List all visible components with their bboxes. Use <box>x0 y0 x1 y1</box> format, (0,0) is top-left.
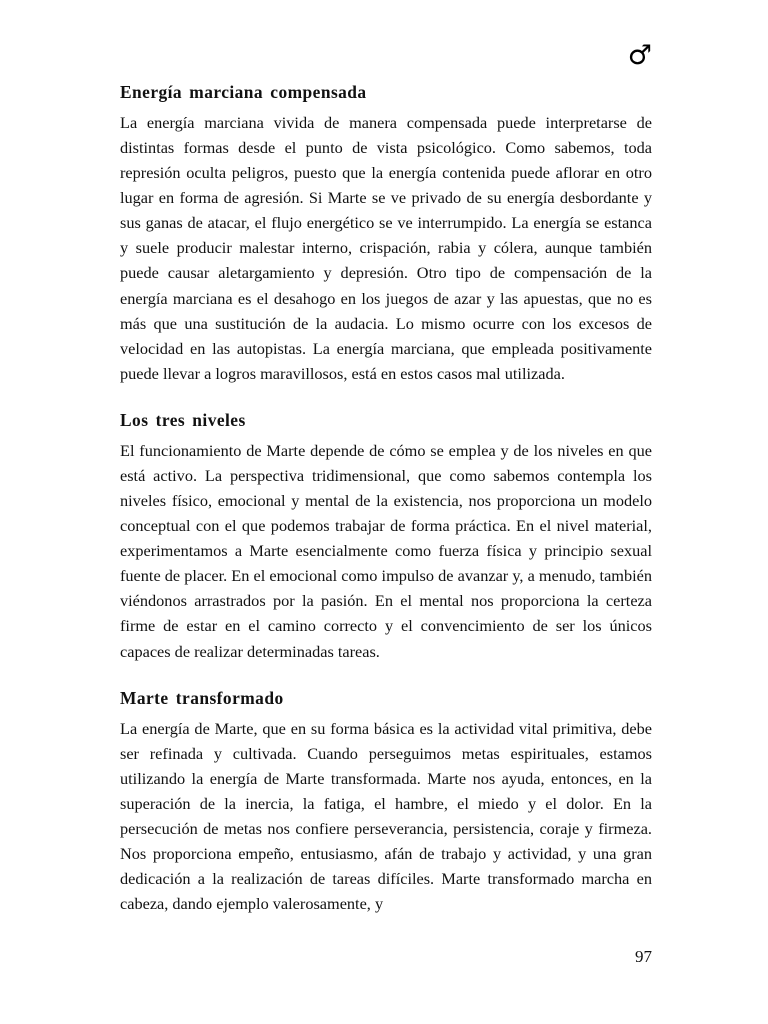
section-heading: Energía marciana compensada <box>120 82 367 102</box>
section-heading: Marte transformado <box>120 687 284 708</box>
section-energia-marciana-compensada <box>120 82 652 386</box>
section-paragraph: La energía de Marte, que en su forma básica es la actividad vital primitiva, debe ser refinada y cultivada. Cuando perseguimos metas espirituales, estamos utilizando la energía de Marte transformada. Marte nos ayuda, entonces, en la superación de la inercia, la fatiga, el hambre, el miedo y el dolor. En la persecución de metas nos confiere perseverancia, persistencia, coraje y firmeza. Nos proporciona empeño, entusiasmo, afán de trabajo y actividad, y una gran dedicación a la realización de tareas difíciles. Marte transformado marcha en cabeza, dando ejemplo valerosamente, y <box>120 718 652 914</box>
section-marte-transformado <box>120 688 652 917</box>
running-header <box>120 36 652 76</box>
section-los-tres-niveles <box>120 410 652 664</box>
section-heading: Los tres niveles <box>120 409 246 430</box>
section-paragraph: La energía marciana vivida de manera compensada puede interpretarse de distintas formas desde el punto de vista psicológico. Como sabemos, toda represión oculta peligros, puesto que la energía contenida puede aflorar en otro lugar en forma de agresión. Si Marte se ve privado de su energía desbordante y sus ganas de atacar, el flujo energético se ve interrumpido. La energía se estanca y suele producir malestar interno, crispación, rabia y cólera, aunque también puede causar aletargamiento y depresión. Otro tipo de compensación de la energía marciana es el desahogo en los juegos de azar y las apuestas, que no es más que una sustitución de la audacia. Lo mismo ocurre con los excesos de velocidad en las autopistas. La energía marciana, que empleada positivamente puede llevar a logros maravillosos, está en estos casos mal utilizada. <box>120 112 652 383</box>
mars-symbol-icon: ♂ <box>627 39 652 71</box>
page-number: 97 <box>635 947 652 966</box>
page-text-block <box>120 82 652 916</box>
section-paragraph: El funcionamiento de Marte depende de cómo se emplea y de los niveles en que está activo. La perspectiva tridimensional, que como sabemos contempla los niveles físico, emocional y mental de la existencia, nos proporciona un modelo conceptual con el que podemos trabajar de forma práctica. En el nivel material, experimentamos a Marte esencialmente como fuerza física y principio sexual fuente de placer. En el emocional como impulso de avanzar y, a menudo, también viéndonos arrastrados por la pasión. En el mental nos proporciona la certeza firme de estar en el camino correcto y el convencimiento de ser los únicos capaces de realizar determinadas tareas. <box>120 440 652 661</box>
